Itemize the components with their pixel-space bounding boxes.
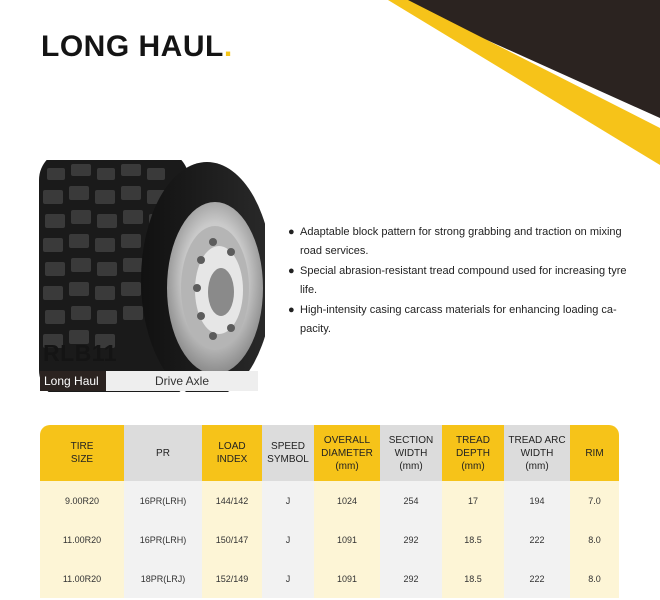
col-tread-arc-width: TREAD ARC WIDTH (mm) (504, 425, 570, 481)
cell-section-width: 292 (380, 559, 442, 598)
cell-tread-arc-width: 222 (504, 520, 570, 559)
title-dot: . (223, 30, 233, 63)
cell-overall-diameter: 1091 (314, 559, 380, 598)
category-tag: Long Haul (40, 371, 106, 391)
cell-tread-depth: 18.5 (442, 559, 504, 598)
cell-speed-symbol: J (262, 559, 314, 598)
col-section-width: SECTION WIDTH (mm) (380, 425, 442, 481)
cell-pr: 18PR(LRJ) (124, 559, 202, 598)
cell-pr: 16PR(LRH) (124, 481, 202, 520)
feature-item: ● Special abrasion-resistant tread compound used for increasing tyre life. (288, 262, 628, 300)
cell-tire-size: 9.00R20 (40, 481, 124, 520)
cell-section-width: 292 (380, 520, 442, 559)
cell-overall-diameter: 1091 (314, 520, 380, 559)
cell-load-index: 144/142 (202, 481, 262, 520)
cell-overall-diameter: 1024 (314, 481, 380, 520)
cell-rim: 8.0 (570, 520, 619, 559)
page-title: LONG HAUL. (41, 30, 233, 63)
cell-section-width: 254 (380, 481, 442, 520)
table-header-row (40, 425, 619, 481)
cell-tread-depth: 17 (442, 481, 504, 520)
bullet-icon: ● (288, 226, 295, 238)
yellow-stripe (388, 0, 660, 165)
spec-table (40, 425, 619, 598)
cell-rim: 7.0 (570, 481, 619, 520)
feature-item: ● High-intensity casing carcass materials for enhancing loading ca-pacity. (288, 301, 628, 339)
col-pr: PR (124, 425, 202, 481)
cell-tread-depth: 18.5 (442, 520, 504, 559)
cell-tread-arc-width: 194 (504, 481, 570, 520)
cell-rim: 8.0 (570, 559, 619, 598)
table-row (40, 481, 619, 520)
bullet-icon: ● (288, 304, 295, 316)
cell-tread-arc-width: 222 (504, 559, 570, 598)
dark-stripe (398, 0, 660, 118)
cell-tire-size: 11.00R20 (40, 520, 124, 559)
table-row (40, 559, 619, 598)
col-speed-symbol: SPEED SYMBOL (262, 425, 314, 481)
feature-list (288, 223, 628, 340)
cell-speed-symbol: J (262, 481, 314, 520)
cell-pr: 16PR(LRH) (124, 520, 202, 559)
col-rim: RIM (570, 425, 619, 481)
col-tread-depth: TREAD DEPTH (mm) (442, 425, 504, 481)
col-overall-diameter: OVERALL DIAMETER (mm) (314, 425, 380, 481)
cell-load-index: 150/147 (202, 520, 262, 559)
cell-speed-symbol: J (262, 520, 314, 559)
cell-load-index: 152/149 (202, 559, 262, 598)
product-tags (40, 371, 258, 391)
feature-item: ● Adaptable block pattern for strong grabbing and traction on mixing road services. (288, 223, 628, 261)
col-load-index: LOAD INDEX (202, 425, 262, 481)
axle-tag: Drive Axle (106, 371, 258, 391)
bullet-icon: ● (288, 265, 295, 277)
table-row (40, 520, 619, 559)
model-name: RLB11 (43, 340, 118, 366)
cell-tire-size: 11.00R20 (40, 559, 124, 598)
col-tire-size: TIRE SIZE (40, 425, 124, 481)
